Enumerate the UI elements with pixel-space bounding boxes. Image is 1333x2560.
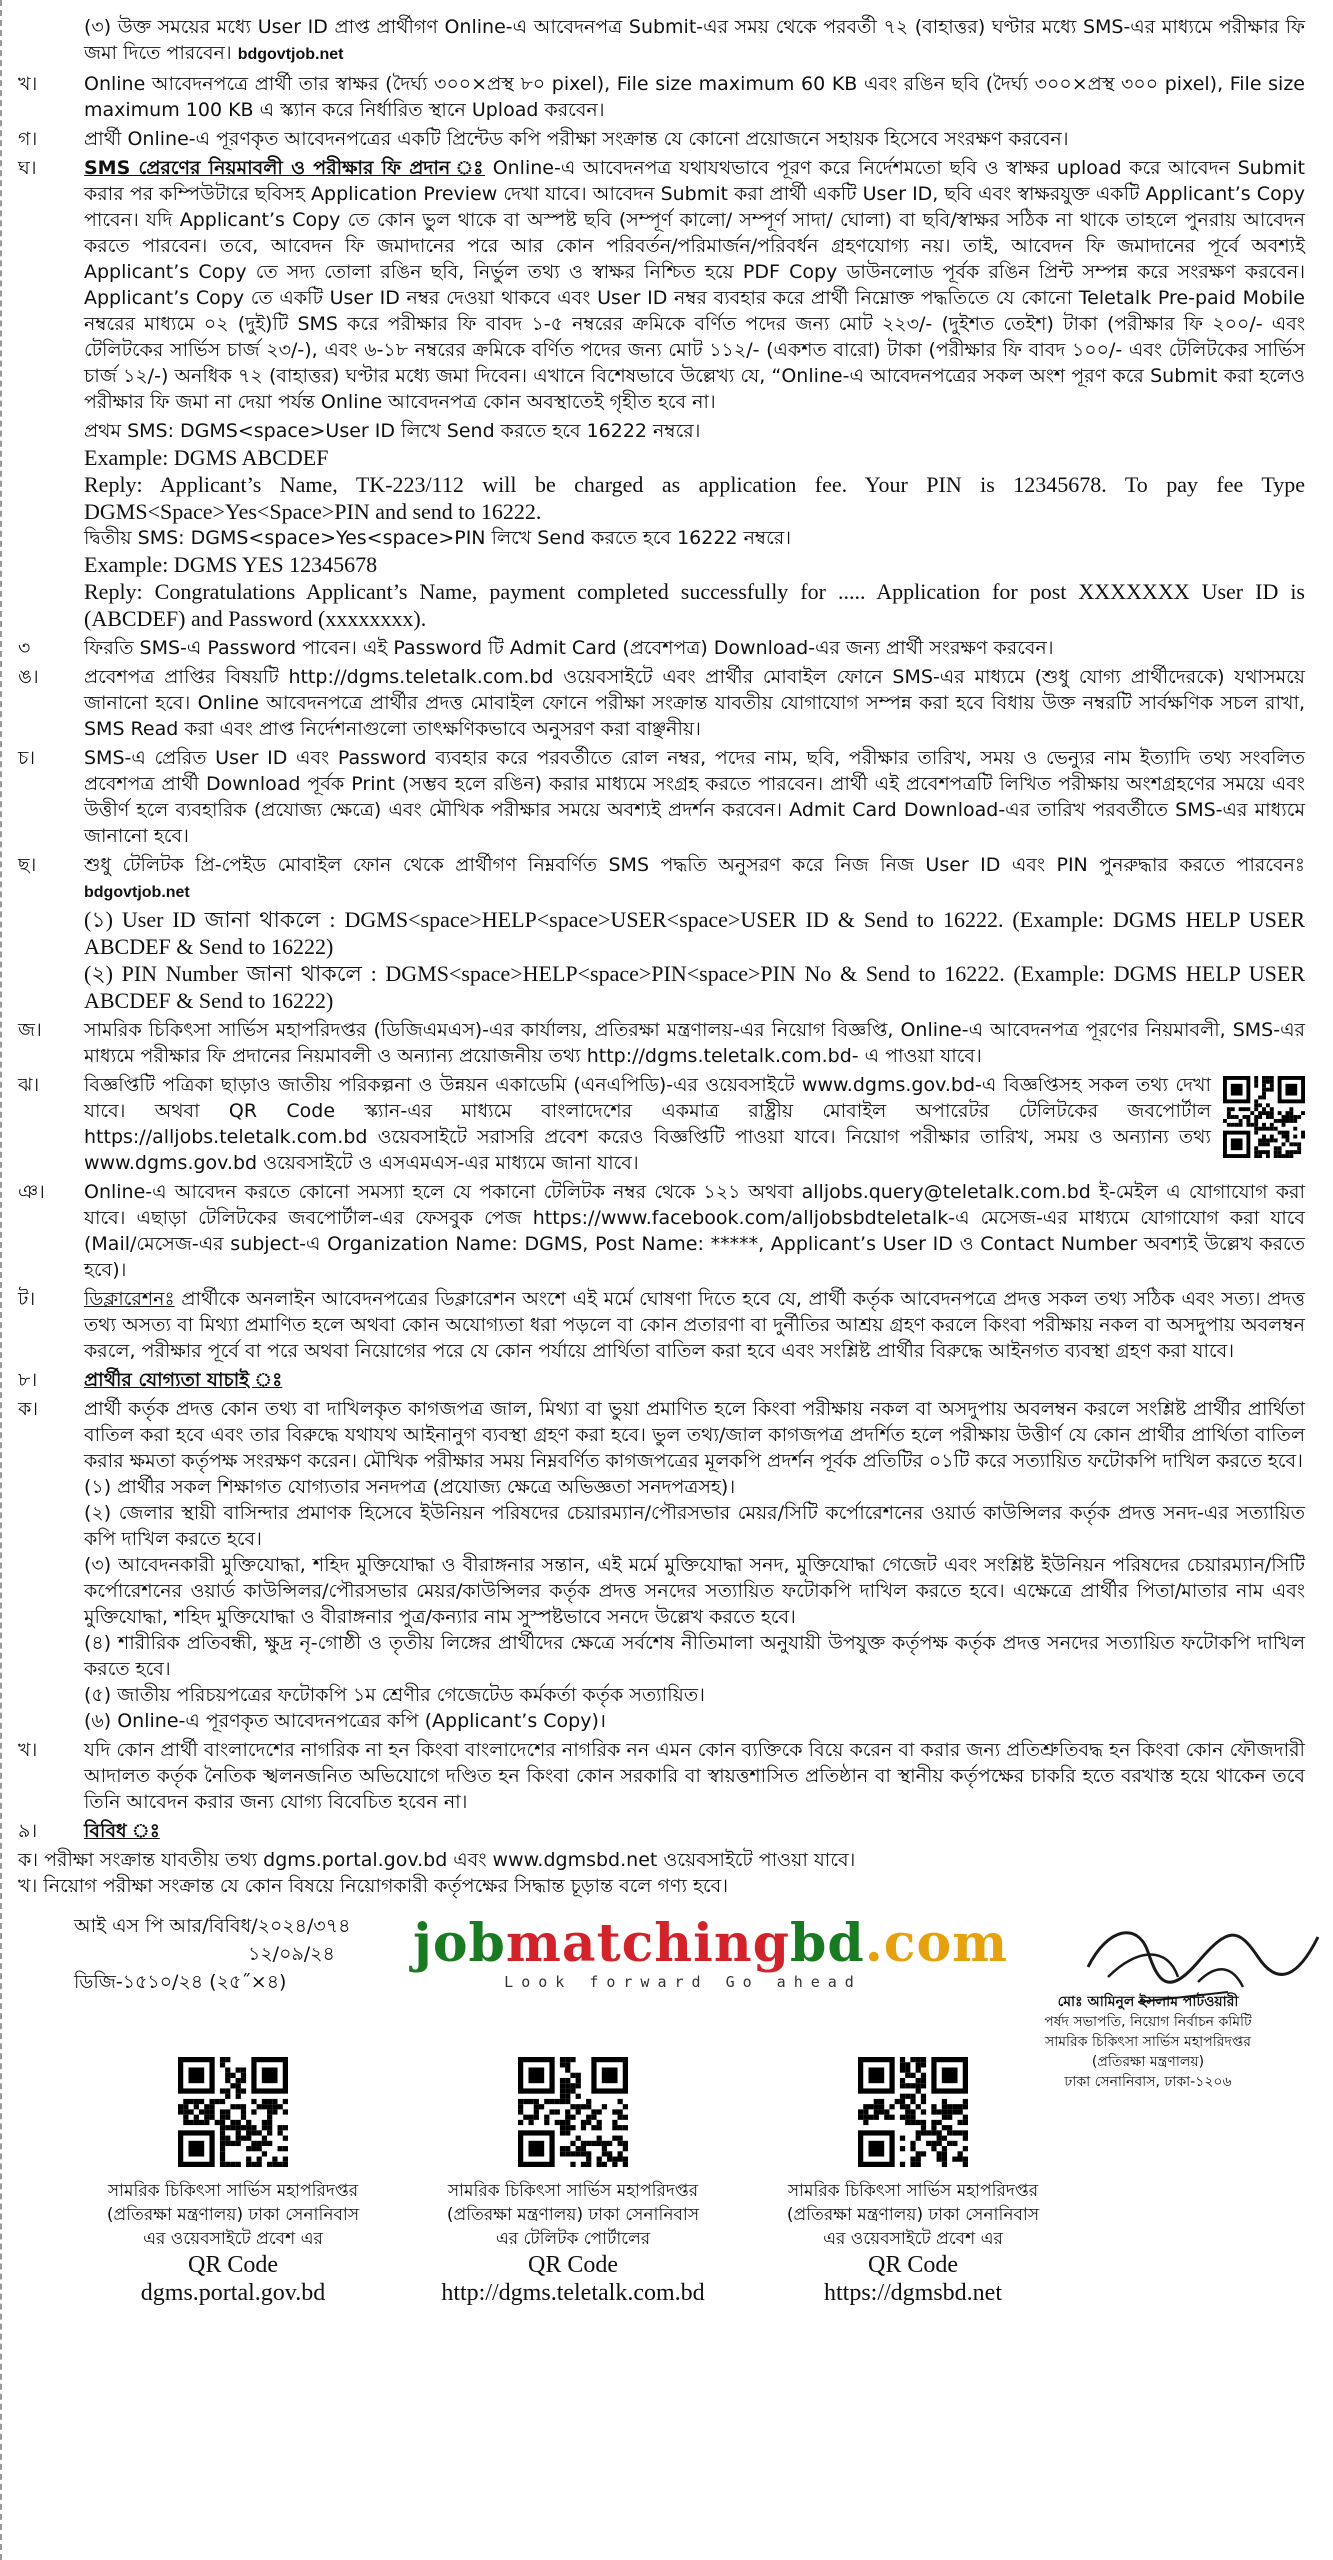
signatory-name: মোঃ আমিনুল ইসলাম পাটওয়ারী bbox=[1057, 1994, 1239, 2010]
logo-part: job bbox=[413, 1913, 506, 1974]
sms-first: প্রথম SMS: DGMS<space>User ID লিখে Send করতে হবে 16222 নম্বরে। bbox=[84, 420, 701, 442]
logo-tagline: Look forward Go ahead bbox=[504, 1973, 862, 1991]
item-jha bbox=[18, 1072, 1305, 1176]
signatory-title: সামরিক চিকিৎসা সার্ভিস মহাপরিদপ্তর bbox=[1044, 2034, 1252, 2050]
qr-caption: (প্রতিরক্ষা মন্ত্রণালয়) ঢাকা সেনানিবাস bbox=[106, 2205, 360, 2225]
sms-heading: SMS প্রেরণের নিয়মাবলী ও পরীক্ষার ফি প্রদান ঃ bbox=[84, 157, 486, 179]
section-8-kha bbox=[18, 1737, 1305, 1815]
item-nya bbox=[18, 1179, 1305, 1283]
item-label: ঘ। bbox=[18, 157, 37, 179]
qr-caption: সামরিক চিকিৎসা সার্ভিস মহাপরিদপ্তর bbox=[447, 2181, 699, 2201]
misc-item-b: খ। নিয়োগ পরীক্ষা সংক্রান্ত যে কোন বিষয়ে নিয়োগকারী কর্তৃপক্ষের সিদ্ধান্ত চূড়ান্ত বলে গণ্য হবে। bbox=[18, 1875, 729, 1897]
sms-instructions bbox=[18, 418, 1305, 632]
item-label: ঝ। bbox=[18, 1074, 40, 1096]
qr-card-portal bbox=[58, 2057, 408, 2307]
item-ga bbox=[18, 126, 1305, 152]
qr-code-icon[interactable] bbox=[858, 2057, 968, 2167]
recover-pin: (২) PIN Number জানা থাকলে : DGMS<space>HELP<space>PIN<space>PIN No & Send to 16222. (Example: DGMS HELP USER ABCDEF & Send to 16222) bbox=[84, 961, 1305, 1013]
logo-part: matching bbox=[505, 1913, 790, 1974]
doc-list-item: (৪) শারীরিক প্রতিবন্ধী, ক্ষুদ্র নৃ-গোষ্ঠী ও তৃতীয় লিঙ্গের প্রার্থীদের ক্ষেত্রে সর্বশেষ নীতিমালা অনুযায়ী উপযুক্ত কর্তৃপক্ষ কর্তৃক প্রদত্ত সনদের সত্যায়িত ফটোকপি দাখিল করতে হবে। bbox=[84, 1632, 1305, 1680]
item-password bbox=[18, 635, 1305, 661]
section-label: ৮। bbox=[18, 1369, 38, 1391]
item-chha bbox=[18, 852, 1305, 1014]
qr-code-label: QR Code bbox=[528, 2252, 618, 2278]
watermark-site: bdgovtjob.net bbox=[84, 884, 190, 901]
item-text: প্রার্থীকে অনলাইন আবেদনপত্রের ডিক্লারেশন অংশে এই মর্মে ঘোষণা দিতে হবে যে, প্রার্থী কর্তৃক আবেদনপত্রে প্রদত্ত সকল তথ্য সঠিক এবং সত্য। প্রদত্ত তথ্য অসত্য বা মিথ্যা প্রমাণিত হলে অথবা কোন অযোগ্যতা ধরা পড়লে বা কোন প্রতারণা বা দুর্নীতির আশ্রয় গ্রহণ করলে কিংবা পরীক্ষায় নকল বা অসদুপায় অবলম্বন করলে, পরীক্ষার পূর্বে বা পরে অথবা নিয়োগের পরে যে কোন পর্যায়ে প্রার্থিতা বাতিল করা হবে এবং সংশ্লিষ্ট প্রার্থীর বিরুদ্ধে আইনগত ব্যবস্থা গ্রহণ করা যাবে। bbox=[84, 1288, 1305, 1362]
signatory-title: ঢাকা সেনানিবাস, ঢাকা-১২০৬ bbox=[1064, 2074, 1232, 2090]
item-text: যদি কোন প্রার্থী বাংলাদেশের নাগরিক না হন কিংবা বাংলাদেশের নাগরিক নন এমন কোন ব্যক্তিকে বিয়ে করেন বা করার জন্য প্রতিশ্রুতিবদ্ধ হন কিংবা কোন ফৌজদারী আদালত কর্তৃক নৈতিক স্খলনজনিত অভিযোগে দণ্ডিত হন কিংবা কোন সরকারি বা স্বায়ত্তশাসিত প্রতিষ্ঠান বা স্থানীয় কর্তৃপক্ষের চাকরি হতে বরখাস্ত হয়ে থাকেন তবে তিনি আবেদন করার জন্য যোগ্য বিবেচিত হবেন না। bbox=[84, 1739, 1305, 1813]
qr-card-teletalk bbox=[398, 2057, 748, 2307]
item-3-cont bbox=[18, 14, 1305, 68]
qr-code-icon[interactable] bbox=[178, 2057, 288, 2167]
section-9-body bbox=[18, 1847, 1305, 1899]
item-text: SMS-এ প্রেরিত User ID এবং Password ব্যবহার করে পরবর্তীতে রোল নম্বর, পদের নাম, ছবি, পরীক্ষার তারিখ, সময় ও ভেন্যুর নাম ইত্যাদি তথ্য সংবলিত প্রবেশপত্র প্রার্থী Download পূর্বক Print (সম্ভব হলে রঙিন) করার মাধ্যমে সংগ্রহ করতে পারবেন। প্রার্থী এই প্রবেশপত্রটি লিখিত পরীক্ষায় অংশগ্রহণের সময়ে এবং উত্তীর্ণ হলে ব্যবহারিক (প্রযোজ্য ক্ষেত্রে) এবং মৌখিক পরীক্ষার সময়ে অবশ্যই প্রদর্শন করবেন। Admit Card Download-এর তারিখ পরবর্তীতে SMS-এর মাধ্যমে জানানো হবে। bbox=[84, 747, 1305, 847]
sms-reply-1: Reply: Applicant’s Name, TK-223/112 will be charged as application fee. Your PIN is 12345678. To pay fee Type DGMS<Space>Yes<Space>PIN and send to 16222. bbox=[84, 472, 1305, 524]
qr-card-dgmsbd bbox=[738, 2057, 1088, 2307]
misc-item-a: ক। পরীক্ষা সংক্রান্ত যাবতীয় তথ্য dgms.portal.gov.bd এবং www.dgmsbd.net ওয়েবসাইটে পাওয়া যাবে। bbox=[18, 1849, 856, 1871]
qr-code-label: QR Code bbox=[868, 2252, 958, 2278]
qr-code-label: QR Code bbox=[188, 2252, 278, 2278]
sms-second: দ্বিতীয় SMS: DGMS<space>Yes<space>PIN লিখে Send করতে হবে 16222 নম্বরে। bbox=[84, 527, 791, 549]
qr-caption: সামরিক চিকিৎসা সার্ভিস মহাপরিদপ্তর bbox=[787, 2181, 1039, 2201]
doc-list-item: (৫) জাতীয় পরিচয়পত্রের ফটোকপি ১ম শ্রেণীর গেজেটেড কর্মকর্তা কর্তৃক সত্যায়িত। bbox=[84, 1684, 705, 1706]
item-text: শুধু টেলিটক প্রি-পেইড মোবাইল ফোন থেকে প্রার্থীগণ নিম্নবর্ণিত SMS পদ্ধতি অনুসরণ করে নিজ নিজ User ID এবং PIN পুনরুদ্ধার করতে পারবেনঃ bbox=[84, 854, 1305, 876]
qr-url[interactable]: https://dgmsbd.net bbox=[823, 2280, 1002, 2306]
item-gha bbox=[18, 155, 1305, 415]
sms-reply-2: Reply: Congratulations Applicant’s Name, payment completed successfully for ..... Application for post XXXXXXX User ID is (ABCDEF) and Password (xxxxxxxx). bbox=[84, 579, 1305, 631]
qr-code-icon[interactable] bbox=[1223, 1076, 1305, 1158]
item-text: প্রার্থী কর্তৃক প্রদত্ত কোন তথ্য বা দাখিলকৃত কাগজপত্র জাল, মিথ্যা বা ভুয়া প্রমাণিত হলে কিংবা পরীক্ষায় নকল বা অসদুপায় অবলম্বন করলে সংশ্লিষ্ট প্রার্থীর প্রার্থিতা বাতিল করা হবে এবং তার বিরুদ্ধে যথাযথ আইনানুগ ব্যবস্থা গ্রহণ করা হবে। ভুল তথ্য/জাল কাগজপত্র প্রদর্শিত হলে পরীক্ষায় উত্তীর্ণ যে কোন প্রার্থীর প্রার্থিতা বাতিল করার ক্ষমতা কর্তৃপক্ষ সংরক্ষণ করেন। মৌখিক পরীক্ষার সময় নিম্নবর্ণিত কাগজপত্রের মূলকপি প্রদর্শন পূর্বক প্রতিটির ০১টি করে সত্যায়িত ফটোকপি দাখিল করতে হবে। bbox=[84, 1398, 1305, 1472]
item-label: খ। bbox=[18, 1739, 38, 1761]
qr-url[interactable]: dgms.portal.gov.bd bbox=[140, 2280, 326, 2306]
item-text: Online আবেদনপত্রে প্রার্থী তার স্বাক্ষর (দৈর্ঘ্য ৩০০×প্রস্থ ৮০ pixel), File size maximum 60 KB এবং রঙিন ছবি (দৈর্ঘ্য ৩০০×প্রস্থ ৩০০ pixel), File size maximum 100 KB এ স্ক্যান করে নির্ধারিত স্থানে Upload করবেন। bbox=[84, 73, 1305, 121]
item-text: Online-এ আবেদনপত্র যথাযথভাবে পূরণ করে নির্দেশমতো ছবি ও স্বাক্ষর upload করে আবেদন Submit করার পর কম্পিউটারে ছবিসহ Application Preview দেখা যাবে। আবেদন Submit করা প্রার্থী একটি User ID, ছবি এবং স্বাক্ষরযুক্ত একটি Applicant’s Copy পাবেন। যদি Applicant’s Copy তে কোন ভুল থাকে বা অস্পষ্ট ছবি (সম্পূর্ণ কালো/ সম্পূর্ণ সাদা/ ঘোলা) বা ছবি/স্বাক্ষর সঠিক না থাকে তাহলে পুনরায় আবেদন করতে পারবেন। তবে, আবেদন ফি জমাদানের পরে আর কোন পরিবর্তন/পরিমার্জন/পরিবর্ধন গ্রহণযোগ্য নয়। তাই, আবেদন ফি জমাদানের পূর্বে অবশ্যই Applicant’s Copy তে সদ্য তোলা রঙিন ছবি, নির্ভুল তথ্য ও স্বাক্ষর নিশ্চিত হয়ে PDF Copy ডাউনলোড পূর্বক রঙিন প্রিন্ট সম্পন্ন করে সংরক্ষণ করবেন। Applicant’s Copy তে একটি User ID নম্বর দেওয়া থাকবে এবং User ID নম্বর ব্যবহার করে প্রার্থী নিম্নোক্ত পদ্ধতিতে যে কোনো Teletalk Pre-paid Mobile নম্বরের মাধ্যমে ০২ (দুই)টি SMS করে পরীক্ষার ফি বাবদ ১-৫ নম্বরের ক্রমিকে বর্ণিত পদের জন্য মোট ২২৩/- (দুইশত তেইশ) টাকা (পরীক্ষার ফি ২০০/- এবং টেলিটকের সার্ভিস চার্জ ২৩/-), এবং ৬-১৮ নম্বরের ক্রমিকে বর্ণিত পদের জন্য মোট ১১২/- (একশত বারো) টাকা (পরীক্ষার ফি বাবদ ১০০/- এবং টেলিটকের সার্ভিস চার্জ ১২/-) অনধিক ৭২ (বাহাত্তর) ঘণ্টার মধ্যে জমা দিবেন। এখানে বিশেষভাবে উল্লেখ্য যে, “Online-এ আবেদনপত্রের সকল অংশ পূরণ করে Submit করা হলেও পরীক্ষার ফি জমা না দেয়া পর্যন্ত Online আবেদনপত্র কোন অবস্থাতেই গৃহীত হবে না। bbox=[84, 157, 1305, 413]
item-label: খ। bbox=[18, 73, 38, 95]
item-label: ক। bbox=[18, 1398, 39, 1420]
item-label: জ। bbox=[18, 1019, 42, 1041]
qr-code-icon[interactable] bbox=[518, 2057, 628, 2167]
sms-example-2: Example: DGMS YES 12345678 bbox=[84, 552, 378, 577]
item-text: বিজ্ঞপ্তিটি পত্রিকা ছাড়াও জাতীয় পরিকল্পনা ও উন্নয়ন একাডেমি (এনএপিডি)-এর ওয়েবসাইটে www.dgms.gov.bd-এ বিজ্ঞপ্তিসহ সকল তথ্য দেখা যাবে। অথবা QR Code স্ক্যান-এর মাধ্যমে বাংলাদেশের একমাত্র রাষ্ট্রীয় মোবাইল অপারেটর টেলিটকের জবপোর্টাল https://alljobs.teletalk.com.bd ওয়েবসাইটে সরাসরি প্রবেশ করেও বিজ্ঞপ্তিটি পাওয়া যাবে। নিয়োগ পরীক্ষার তারিখ, সময় ও অন্যান্য তথ্য www.dgms.gov.bd ওয়েবসাইটে ও এসএমএস-এর মাধ্যমে জানা যাবে। bbox=[84, 1074, 1211, 1174]
reference-number: আই এস পি আর/বিবিধ/২০২৪/৩৭৪ bbox=[74, 1915, 351, 1937]
section-label: ৯। bbox=[18, 1820, 38, 1842]
declaration-heading: ডিক্লারেশনঃ bbox=[84, 1288, 175, 1310]
item-text: প্রার্থী Online-এ পূরণকৃত আবেদনপত্রের একটি প্রিন্টেড কপি পরীক্ষা সংক্রান্ত যে কোনো প্রয়োজনে সহায়ক হিসেবে সংরক্ষণ করবেন। bbox=[84, 128, 1069, 150]
section-title: বিবিধ ঃ bbox=[84, 1820, 160, 1842]
item-label: ট। bbox=[18, 1288, 36, 1310]
signatory-title: পর্ষদ সভাপতি, নিয়োগ নির্বাচন কমিটি bbox=[1044, 2014, 1252, 2030]
jobmatchingbd-logo bbox=[413, 1913, 1009, 2001]
item-umo bbox=[18, 664, 1305, 742]
item-label: ঙ। bbox=[18, 666, 39, 688]
item-cha bbox=[18, 745, 1305, 849]
watermark-site: bdgovtjob.net bbox=[237, 46, 344, 63]
logo-part: .com bbox=[864, 1913, 1009, 1974]
item-text: ফিরতি SMS-এ Password পাবেন। এই Password টি Admit Card (প্রবেশপত্র) Download-এর জন্য প্রার্থী সংরক্ষণ করবেন। bbox=[84, 637, 1054, 659]
doc-list-item: (৬) Online-এ পূরণকৃত আবেদনপত্রের কপি (Applicant’s Copy)। bbox=[84, 1710, 607, 1732]
section-title: প্রার্থীর যোগ্যতা যাচাই ঃ bbox=[84, 1369, 283, 1391]
item-ja bbox=[18, 1017, 1305, 1069]
doc-list-item: (৩) আবেদনকারী মুক্তিযোদ্ধা, শহিদ মুক্তিযোদ্ধা ও বীরাঙ্গনার সন্তান, এই মর্মে মুক্তিযোদ্ধা সনদ, মুক্তিযোদ্ধা গেজেট এবং সংশ্লিষ্ট ইউনিয়ন পরিষদের চেয়ারম্যান/সিটি কর্পোরেশনের ওয়ার্ড কাউন্সিলর/পৌরসভার মেয়র/কাউন্সিলর কর্তৃক প্রদত্ত সনদের সত্যায়িত ফটোকপি দাখিল করতে হবে। এক্ষেত্রে প্রার্থীর পিতা/মাতার নাম এবং মুক্তিযোদ্ধা, শহিদ মুক্তিযোদ্ধা ও বীরাঙ্গনার পুত্র/কন্যার নাম সুস্পষ্টভাবে সনদে উল্লেখ করতে হবে। bbox=[84, 1554, 1305, 1628]
reference-date: ১২/০৯/২৪ bbox=[248, 1943, 335, 1965]
qr-caption: সামরিক চিকিৎসা সার্ভিস মহাপরিদপ্তর bbox=[107, 2181, 359, 2201]
qr-caption: এর ওয়েবসাইটে প্রবেশ এর bbox=[823, 2229, 1003, 2249]
item-label: ঞ। bbox=[18, 1181, 45, 1203]
section-8-heading bbox=[18, 1367, 1305, 1393]
item-text: (৩) উক্ত সময়ের মধ্যে User ID প্রাপ্ত প্রার্থীগণ Online-এ আবেদনপত্র Submit-এর সময় থেকে পরবর্তী ৭২ (বাহাত্তর) ঘণ্টার মধ্যে SMS-এর মাধ্যমে পরীক্ষার ফি জমা দিতে পারবেন। bbox=[84, 16, 1305, 64]
item-text: Online-এ আবেদন করতে কোনো সমস্যা হলে যে পকানো টেলিটক নম্বর থেকে ১২১ অথবা alljobs.query@teletalk.com.bd ই-মেইল এ যোগাযোগ করা যাবে। এছাড়া টেলিটকের জবপোর্টাল-এর ফেসবুক পেজ https://www.facebook.com/alljobsbdteletalk-এ মেসেজ-এর মাধ্যমে যোগাযোগ করা যাবে (Mail/মেসেজ-এর subject-এ Organization Name: DGMS, Post Name: *****, Applicant’s User ID ও Contact Number অবশ্যই উল্লেখ করতে হবে)। bbox=[84, 1181, 1305, 1281]
item-text: প্রবেশপত্র প্রাপ্তির বিষয়টি http://dgms.teletalk.com.bd ওয়েবসাইটে এবং প্রার্থীর মোবাইল ফোনে SMS-এর মাধ্যমে (শুধু যোগ্য প্রার্থীদেরকে) যথাসময়ে জানানো হবে। Online আবেদনপত্রে প্রার্থীর প্রদত্ত মোবাইল ফোনে পরীক্ষা সংক্রান্ত যাবতীয় যোগাযোগ সম্পন্ন করা হবে বিধায় উক্ত নম্বরটি সার্বক্ষণিক সচল রাখা, SMS Read করা এবং প্রাপ্ত নির্দেশনাগুলো তাৎক্ষণিকভাবে অনুসরণ করা বাঞ্ছনীয়। bbox=[84, 666, 1305, 740]
item-ta bbox=[18, 1286, 1305, 1364]
print-code: ডিজি-১৫১০/২৪ (২৫˝×৪) bbox=[74, 1971, 287, 1993]
signatory-title: (প্রতিরক্ষা মন্ত্রণালয়) bbox=[1091, 2054, 1205, 2070]
item-text: সামরিক চিকিৎসা সার্ভিস মহাপরিদপ্তর (ডিজিএমএস)-এর কার্যালয়, প্রতিরক্ষা মন্ত্রণালয়-এর নিয়োগ বিজ্ঞপ্তি, Online-এ আবেদনপত্র পূরণের নিয়মাবলী, SMS-এর মাধ্যমে পরীক্ষার ফি প্রদানের নিয়মাবলী ও অন্যান্য প্রয়োজনীয় তথ্য http://dgms.teletalk.com.bd- এ পাওয়া যাবে। bbox=[84, 1019, 1305, 1067]
item-label: গ। bbox=[18, 128, 38, 150]
item-label: ছ। bbox=[18, 854, 37, 876]
qr-caption: এর টেলিটক পোর্টালের bbox=[495, 2229, 651, 2249]
qr-url[interactable]: http://dgms.teletalk.com.bd bbox=[441, 2280, 705, 2306]
footer bbox=[18, 1907, 1305, 2307]
qr-caption: এর ওয়েবসাইটে প্রবেশ এর bbox=[143, 2229, 323, 2249]
qr-caption: (প্রতিরক্ষা মন্ত্রণালয়) ঢাকা সেনানিবাস bbox=[786, 2205, 1040, 2225]
section-8-ka bbox=[18, 1396, 1305, 1734]
doc-list-item: (২) জেলার স্থায়ী বাসিন্দার প্রমাণক হিসেবে ইউনিয়ন পরিষদের চেয়ারম্যান/পৌরসভার মেয়র/সিটি কর্পোরেশনের ওয়ার্ড কাউন্সিলর কর্তৃক প্রদত্ত সনদ-এর সত্যায়িত কপি দাখিল করতে হবে। bbox=[84, 1502, 1305, 1550]
qr-caption: (প্রতিরক্ষা মন্ত্রণালয়) ঢাকা সেনানিবাস bbox=[446, 2205, 700, 2225]
recover-user-id: (১) User ID জানা থাকলে : DGMS<space>HELP<space>USER<space>USER ID & Send to 16222. (Example: DGMS HELP USER ABCDEF & Send to 16222) bbox=[84, 907, 1305, 959]
item-label: চ। bbox=[18, 747, 36, 769]
section-9-heading bbox=[18, 1818, 1305, 1844]
sms-example-1: Example: DGMS ABCDEF bbox=[84, 445, 329, 470]
item-label: ৩ bbox=[18, 637, 31, 659]
logo-part: bd bbox=[789, 1913, 865, 1974]
doc-list-item: (১) প্রার্থীর সকল শিক্ষাগত যোগ্যতার সনদপত্র (প্রযোজ্য ক্ষেত্রে অভিজ্ঞতা সনদপত্রসহ)। bbox=[84, 1476, 736, 1498]
item-kha bbox=[18, 71, 1305, 123]
